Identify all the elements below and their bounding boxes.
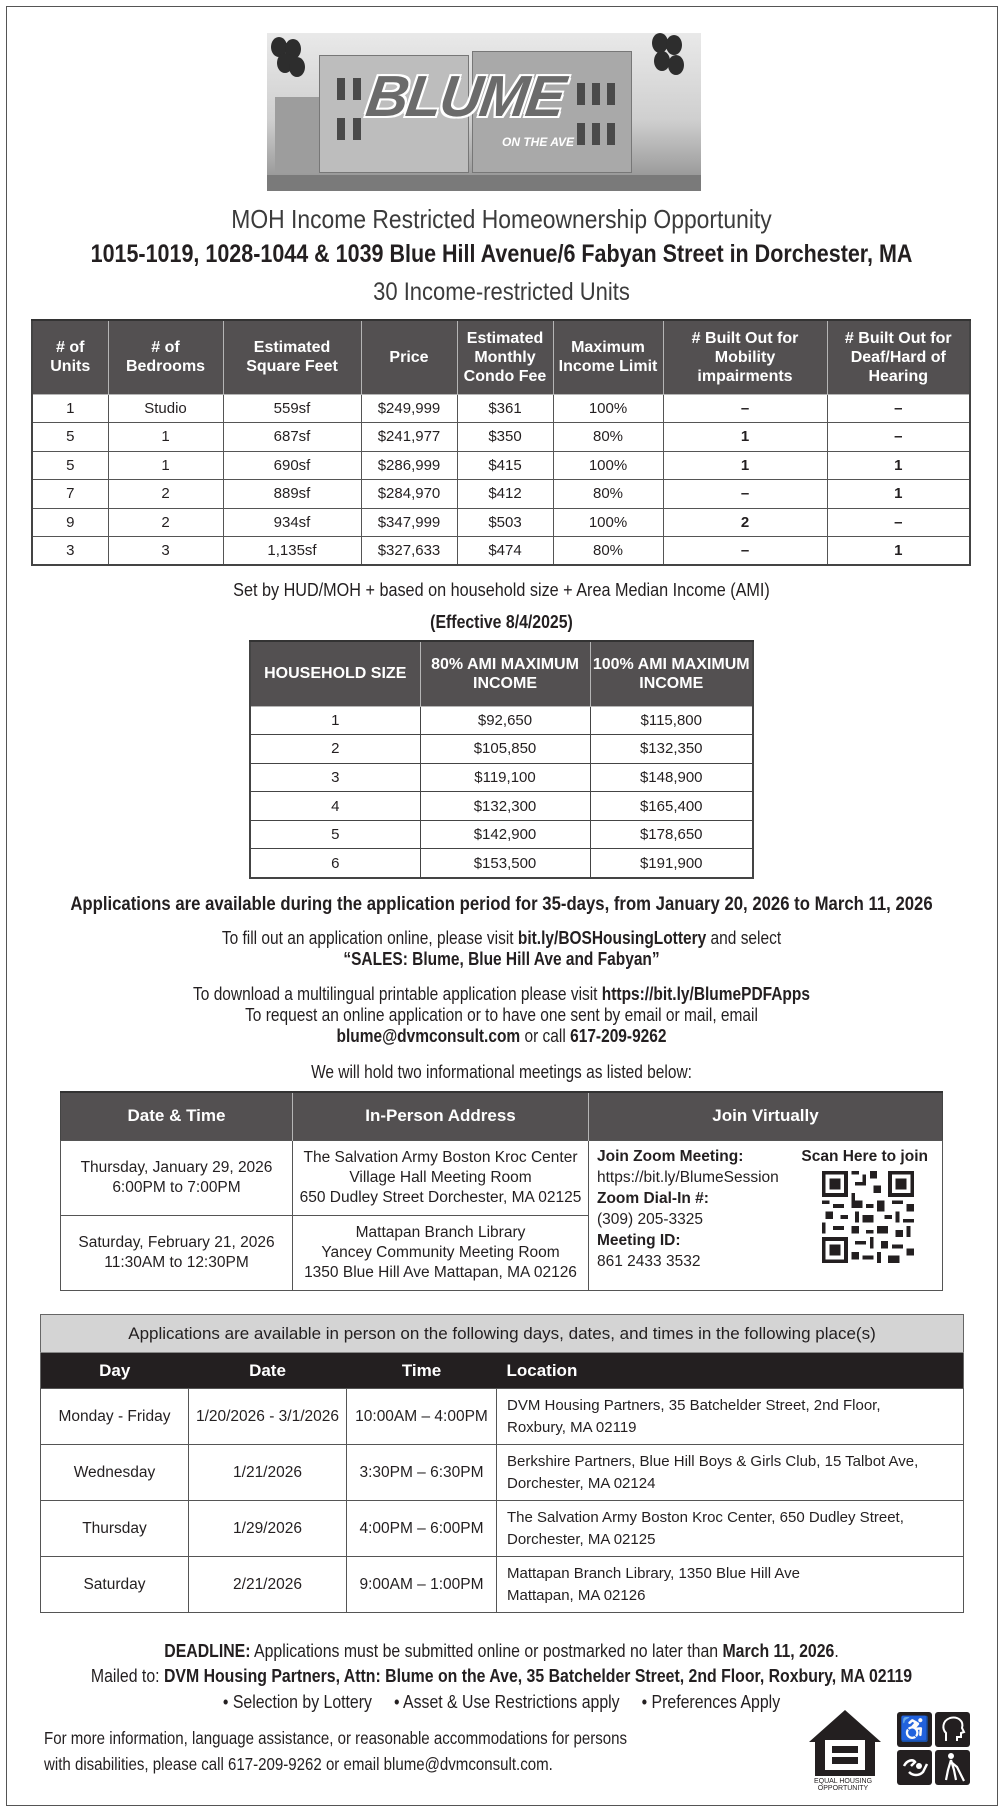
eho-label: EQUAL HOUSING OPPORTUNITY [813,1778,873,1792]
cell-date: 1/20/2026 - 3/1/2026 [189,1389,347,1445]
cell: 80% [553,480,663,509]
cell-time: 10:00AM – 4:00PM [347,1389,497,1445]
deadline-text: Applications must be submitted online or postmarked no later than [254,1641,719,1661]
cell-day: Thursday [41,1501,189,1557]
condition-lottery: • Selection by Lottery [222,1692,372,1712]
table-row [250,792,753,821]
address-line: 1350 Blue Hill Ave Mattapan, MA 02126 [304,1263,577,1281]
cell: $132,300 [420,792,590,821]
meeting-row [61,1140,943,1215]
cell: 5 [32,451,108,480]
equal-housing-house-icon [805,1708,885,1778]
table-row [250,735,753,764]
cell: – [663,480,827,509]
table-row [41,1501,964,1557]
sign-language-icon [897,1750,932,1786]
cell: 100% [553,508,663,537]
location-line: Roxbury, MA 02119 [507,1418,637,1436]
col-condo-fee: Estimated Monthly Condo Fee [457,320,553,394]
table-row [32,394,970,423]
cell: 1 [827,480,970,509]
location-line: Dorchester, MA 02124 [507,1474,656,1492]
period: . [834,1641,839,1661]
col-100-ami: 100% AMI MAXIMUM INCOME [590,641,753,706]
col-date: Date [189,1353,347,1389]
cell-date: 2/21/2026 [189,1557,347,1613]
deadline-date: March 11, 2026 [722,1641,835,1661]
cell: 1,135sf [223,537,361,566]
cell: 690sf [223,451,361,480]
cell: 1 [827,537,970,566]
meeting-time: 6:00PM to 7:00PM [112,1178,241,1196]
cell: $92,650 [420,706,590,735]
ami-note: Set by HUD/MOH + based on household size + Area Median Income (AMI) [233,580,770,600]
meeting-address [293,1140,589,1215]
in-person-table-header [41,1353,964,1389]
cell: 687sf [223,423,361,452]
in-person-caption: Applications are available in person on the following days, dates, and times in the following place(s) [41,1315,964,1353]
mailed-address-value: DVM Housing Partners, Attn: Blume on the Ave, 35 Batchelder Street, 2nd Floor, Roxbury, MA 02119 [163,1666,913,1686]
cell: $119,100 [420,763,590,792]
cell: $241,977 [361,423,457,452]
meetings-intro: We will hold two informational meetings as listed below: [311,1062,692,1082]
cell: 3 [250,763,420,792]
cell: $415 [457,451,553,480]
lottery-selection-name: “SALES: Blume, Blue Hill Ave and Fabyan” [343,949,660,969]
location-line: DVM Housing Partners, 35 Batchelder Street, 2nd Floor, [507,1396,881,1414]
deadline-label: DEADLINE: [164,1641,251,1661]
col-80-ami: 80% AMI MAXIMUM INCOME [420,641,590,706]
cell: 2 [663,508,827,537]
cell: 2 [108,480,223,509]
location-line: Mattapan Branch Library, 1350 Blue Hill Ave [507,1564,800,1582]
table-row [41,1557,964,1613]
equal-housing-logo [805,1708,885,1796]
cell: $165,400 [590,792,753,821]
meeting-date: Thursday, January 29, 2026 [80,1158,273,1176]
cell: – [827,508,970,537]
in-person-applications-table [40,1314,964,1613]
mailed-label: Mailed to: [90,1666,160,1686]
cell: 100% [553,394,663,423]
cell: $142,900 [420,820,590,849]
cell: 1 [663,423,827,452]
units-table [31,319,971,566]
dial-in-number[interactable]: (309) 205-3325 [597,1210,703,1228]
meetings-table-header [61,1092,943,1140]
cell: – [663,537,827,566]
location-line: Berkshire Partners, Blue Hill Boys & Girls Club, 15 Talbot Ave, [507,1452,919,1470]
cell-location [497,1389,964,1445]
cell: $148,900 [590,763,753,792]
condition-preferences: • Preferences Apply [641,1692,781,1712]
cell-time: 9:00AM – 1:00PM [347,1557,497,1613]
cell: 9 [32,508,108,537]
cell: – [827,423,970,452]
street [267,175,701,191]
cell-time: 4:00PM – 6:00PM [347,1501,497,1557]
call-text: or call [524,1026,566,1046]
cell: 1 [108,451,223,480]
col-units: # of Units [32,320,108,394]
hero-building-image [267,33,701,191]
address-line: 650 Dudley Street Dorchester, MA 02125 [299,1188,582,1206]
col-date-time: Date & Time [61,1092,293,1140]
address-line: Yancey Community Meeting Room [321,1243,560,1261]
cell: $286,999 [361,451,457,480]
cell: 6 [250,849,420,878]
online-suffix: and select [710,928,782,948]
col-day: Day [41,1353,189,1389]
info-line: with disabilities, please call 617-209-9262 or email blume@dvmconsult.com. [44,1754,553,1774]
side-building [275,97,319,173]
col-address: In-Person Address [293,1092,589,1140]
zoom-label: Join Zoom Meeting: [597,1147,744,1165]
meeting-time: 11:30AM to 12:30PM [104,1253,249,1271]
cell: 889sf [223,480,361,509]
table-row [250,706,753,735]
cell: $327,633 [361,537,457,566]
units-summary: 30 Income-restricted Units [373,278,630,306]
col-deaf: # Built Out for Deaf/Hard of Hearing [827,320,970,394]
zoom-link[interactable]: https://bit.ly/BlumeSession [597,1168,779,1186]
col-income-limit: Maximum Income Limit [553,320,663,394]
col-time: Time [347,1353,497,1389]
units-table-header [32,320,970,394]
cell: $105,850 [420,735,590,764]
cell: 1 [250,706,420,735]
cell: 559sf [223,394,361,423]
cell: 2 [108,508,223,537]
meeting-date-time [61,1140,293,1215]
pdf-apps-link[interactable]: https://bit.ly/BlumePDFApps [601,984,810,1004]
cell: $412 [457,480,553,509]
col-location: Location [497,1353,964,1389]
location-line: Dorchester, MA 02125 [507,1530,656,1548]
cell: 1 [108,423,223,452]
table-row [250,820,753,849]
col-sqft: Estimated Square Feet [223,320,361,394]
cell: $474 [457,537,553,566]
contact-phone[interactable]: 617-209-9262 [570,1026,667,1046]
col-virtual: Join Virtually [589,1092,943,1140]
table-row [32,508,970,537]
cell-location [497,1501,964,1557]
cell: 7 [32,480,108,509]
cell: 1 [663,451,827,480]
cell: $191,900 [590,849,753,878]
cell: 100% [553,451,663,480]
info-meetings-table [60,1091,943,1291]
cell: $284,970 [361,480,457,509]
ami-effective-date: (Effective 8/4/2025) [430,612,573,632]
request-text: To request an online application or to have one sent by email or mail, email [245,1005,758,1025]
cell: $249,999 [361,394,457,423]
col-household-size: HOUSEHOLD SIZE [250,641,420,706]
cell: $350 [457,423,553,452]
cell-date: 1/21/2026 [189,1445,347,1501]
contact-email-link[interactable]: blume@dvmconsult.com [336,1026,521,1046]
cell: $153,500 [420,849,590,878]
col-price: Price [361,320,457,394]
cell: 5 [32,423,108,452]
housing-lottery-link[interactable]: bit.ly/BOSHousingLottery [517,928,707,948]
table-row [250,763,753,792]
meeting-address [293,1215,589,1290]
application-period: Applications are available during the application period for 35-days, from January 20, 2026 to March 11, 2026 [70,894,933,915]
cell: 80% [553,537,663,566]
deadline-notice [60,1641,943,1662]
dial-in-label: Zoom Dial-In #: [597,1189,709,1207]
address-line: Village Hall Meeting Room [349,1168,532,1186]
cell-date: 1/29/2026 [189,1501,347,1557]
cell: $361 [457,394,553,423]
cell-location [497,1445,964,1501]
table-row [32,537,970,566]
table-row [32,480,970,509]
table-row [32,451,970,480]
table-row [41,1389,964,1445]
blume-logo: BLUME [362,64,568,129]
col-bedrooms: # of Bedrooms [108,320,223,394]
cognitive-head-icon [935,1712,970,1747]
page-title: MOH Income Restricted Homeownership Opportunity [231,204,772,234]
cell: 1 [827,451,970,480]
address-line: Mattapan Branch Library [355,1223,526,1241]
cell-day: Monday - Friday [41,1389,189,1445]
balloons-left-icon [271,37,305,89]
table-row [32,423,970,452]
cell: 3 [32,537,108,566]
logo-tagline: ON THE AVE [502,135,575,149]
condition-restrictions: • Asset & Use Restrictions apply [393,1692,620,1712]
cell: Studio [108,394,223,423]
col-mobility: # Built Out for Mobility impairments [663,320,827,394]
cell: $347,999 [361,508,457,537]
cell: – [663,394,827,423]
cell-location [497,1557,964,1613]
cell: 2 [250,735,420,764]
cell: 934sf [223,508,361,537]
property-address: 1015-1019, 1028-1044 & 1039 Blue Hill Avenue/6 Fabyan Street in Dorchester, MA [90,240,913,268]
accessibility-icons [897,1712,970,1785]
address-line: The Salvation Army Boston Kroc Center [303,1148,578,1166]
meeting-id-label: Meeting ID: [597,1231,681,1249]
meeting-date-time [61,1215,293,1290]
cell: 3 [108,537,223,566]
download-prefix: To download a multilingual printable application please visit [193,984,598,1004]
cell: 4 [250,792,420,821]
cell: $132,350 [590,735,753,764]
online-application-info [70,928,933,970]
meeting-date: Saturday, February 21, 2026 [78,1233,275,1251]
wheelchair-icon: ♿ [897,1712,932,1747]
cell-day: Wednesday [41,1445,189,1501]
online-prefix: To fill out an application online, please visit [221,928,514,948]
cell: $178,650 [590,820,753,849]
table-row [250,849,753,878]
meeting-id-value: 861 2433 3532 [597,1252,701,1270]
qr-label: Scan Here to join [801,1147,928,1165]
table-row [41,1445,964,1501]
ami-table-header [250,641,753,706]
cell-time: 3:30PM – 6:30PM [347,1445,497,1501]
blind-cane-icon [935,1750,970,1786]
mailing-address [60,1666,943,1687]
cell: $115,800 [590,706,753,735]
qr-code-icon[interactable] [822,1171,914,1263]
cell: – [827,394,970,423]
cell: $503 [457,508,553,537]
download-application-info [70,984,933,1047]
ami-income-table [249,640,754,879]
cell: 5 [250,820,420,849]
cell: 1 [32,394,108,423]
cell: 80% [553,423,663,452]
location-line: The Salvation Army Boston Kroc Center, 650 Dudley Street, [507,1508,904,1526]
virtual-join-info [589,1140,943,1290]
location-line: Mattapan, MA 02126 [507,1586,646,1604]
balloons-right-icon [652,33,686,85]
accommodations-info [44,1725,627,1777]
cell-day: Saturday [41,1557,189,1613]
info-line: For more information, language assistance, or reasonable accommodations for persons [44,1728,628,1748]
